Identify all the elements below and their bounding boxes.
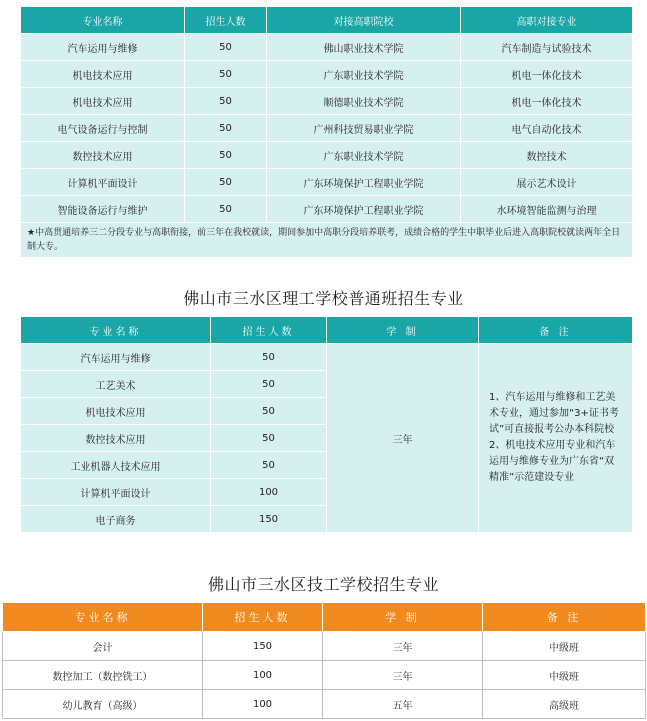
table-row xyxy=(3,661,646,690)
header-college: 对接高职院校 xyxy=(267,7,461,34)
remark-1: 1、汽车运用与维修和工艺美术专业，通过参加“3+证书考试”可直接报考公办本科院校 xyxy=(489,392,619,435)
table-note: ★中高贯通培养三二分段专业与高职衔接，前三年在我校就读，期间参加中高职分段培养联考，成绩合格的学生中职毕业后进入高职院校就读两年全日制大专。 xyxy=(21,223,633,258)
table-row xyxy=(21,169,633,196)
cell-major: 数控加工（数控铣工） xyxy=(3,661,203,690)
cell-enrollment: 100 xyxy=(203,661,323,690)
cell-remark: 中级班 xyxy=(483,661,646,690)
header-remark: 备 注 xyxy=(479,317,633,344)
cell-major: 工艺美术 xyxy=(21,371,211,398)
table-row xyxy=(3,690,646,719)
cell-enrollment: 50 xyxy=(185,34,267,61)
cell-major: 汽车运用与维修 xyxy=(21,344,211,371)
table-header-row xyxy=(21,7,633,34)
cell-college-major: 机电一体化技术 xyxy=(461,61,633,88)
table-header-row xyxy=(3,603,646,632)
cell-college: 顺德职业技术学院 xyxy=(267,88,461,115)
table-row xyxy=(21,115,633,142)
cell-major: 幼儿教育（高级） xyxy=(3,690,203,719)
header-college-major: 高职对接专业 xyxy=(461,7,633,34)
cell-major: 计算机平面设计 xyxy=(21,479,211,506)
cell-college: 广州科技贸易职业学院 xyxy=(267,115,461,142)
cell-enrollment: 50 xyxy=(211,344,327,371)
header-remark: 备 注 xyxy=(483,603,646,632)
cell-enrollment: 50 xyxy=(211,398,327,425)
table-regular-majors xyxy=(20,316,633,533)
cell-major: 数控技术应用 xyxy=(21,142,185,169)
cell-duration: 三年 xyxy=(323,661,483,690)
cell-remark xyxy=(479,344,633,533)
cell-college-major: 机电一体化技术 xyxy=(461,88,633,115)
cell-duration: 五年 xyxy=(323,690,483,719)
table-row xyxy=(3,632,646,661)
cell-enrollment: 50 xyxy=(185,196,267,223)
cell-major: 计算机平面设计 xyxy=(21,169,185,196)
cell-major: 电气设备运行与控制 xyxy=(21,115,185,142)
cell-major: 机电技术应用 xyxy=(21,88,185,115)
cell-college-major: 汽车制造与试验技术 xyxy=(461,34,633,61)
cell-major: 机电技术应用 xyxy=(21,398,211,425)
header-major: 专业名称 xyxy=(3,603,203,632)
cell-duration: 三年 xyxy=(323,632,483,661)
cell-enrollment: 50 xyxy=(185,61,267,88)
table-technical-majors xyxy=(2,602,646,719)
cell-major: 会计 xyxy=(3,632,203,661)
cell-remark: 中级班 xyxy=(483,632,646,661)
cell-enrollment: 50 xyxy=(185,142,267,169)
header-enrollment: 招生人数 xyxy=(211,317,327,344)
cell-duration: 三年 xyxy=(327,344,479,533)
header-enrollment: 招生人数 xyxy=(203,603,323,632)
header-major: 专业名称 xyxy=(21,317,211,344)
cell-enrollment: 50 xyxy=(211,371,327,398)
table-row xyxy=(21,196,633,223)
table-row xyxy=(21,344,633,371)
cell-college: 佛山职业技术学院 xyxy=(267,34,461,61)
table-row xyxy=(21,34,633,61)
cell-major: 工业机器人技术应用 xyxy=(21,452,211,479)
cell-enrollment: 150 xyxy=(211,506,327,533)
cell-remark: 高级班 xyxy=(483,690,646,719)
cell-enrollment: 100 xyxy=(203,690,323,719)
cell-college-major: 电气自动化技术 xyxy=(461,115,633,142)
cell-major: 智能设备运行与维护 xyxy=(21,196,185,223)
cell-enrollment: 150 xyxy=(203,632,323,661)
cell-enrollment: 50 xyxy=(185,88,267,115)
cell-major: 汽车运用与维修 xyxy=(21,34,185,61)
section-title-technical: 佛山市三水区技工学校招生专业 xyxy=(207,575,439,594)
cell-college-major: 展示艺术设计 xyxy=(461,169,633,196)
table-header-row xyxy=(21,317,633,344)
cell-enrollment: 100 xyxy=(211,479,327,506)
header-duration: 学 制 xyxy=(327,317,479,344)
section-title-regular: 佛山市三水区理工学校普通班招生专业 xyxy=(183,289,464,308)
header-duration: 学 制 xyxy=(323,603,483,632)
cell-college: 广东职业技术学院 xyxy=(267,61,461,88)
table-pathway-majors xyxy=(20,6,633,258)
cell-enrollment: 50 xyxy=(185,115,267,142)
remark-2: 2、机电技术应用专业和汽车运用与维修专业为广东省“双精准”示范建设专业 xyxy=(489,440,616,483)
header-enrollment: 招生人数 xyxy=(185,7,267,34)
cell-enrollment: 50 xyxy=(211,452,327,479)
header-major: 专业名称 xyxy=(21,7,185,34)
cell-major: 机电技术应用 xyxy=(21,61,185,88)
cell-college: 广东环境保护工程职业学院 xyxy=(267,196,461,223)
table-row xyxy=(21,61,633,88)
cell-college-major: 数控技术 xyxy=(461,142,633,169)
table-note-row xyxy=(21,223,633,258)
table-row xyxy=(21,88,633,115)
cell-enrollment: 50 xyxy=(185,169,267,196)
cell-major: 数控技术应用 xyxy=(21,425,211,452)
cell-enrollment: 50 xyxy=(211,425,327,452)
cell-major: 电子商务 xyxy=(21,506,211,533)
table-row xyxy=(21,142,633,169)
cell-college: 广东职业技术学院 xyxy=(267,142,461,169)
cell-college-major: 水环境智能监测与治理 xyxy=(461,196,633,223)
cell-college: 广东环境保护工程职业学院 xyxy=(267,169,461,196)
